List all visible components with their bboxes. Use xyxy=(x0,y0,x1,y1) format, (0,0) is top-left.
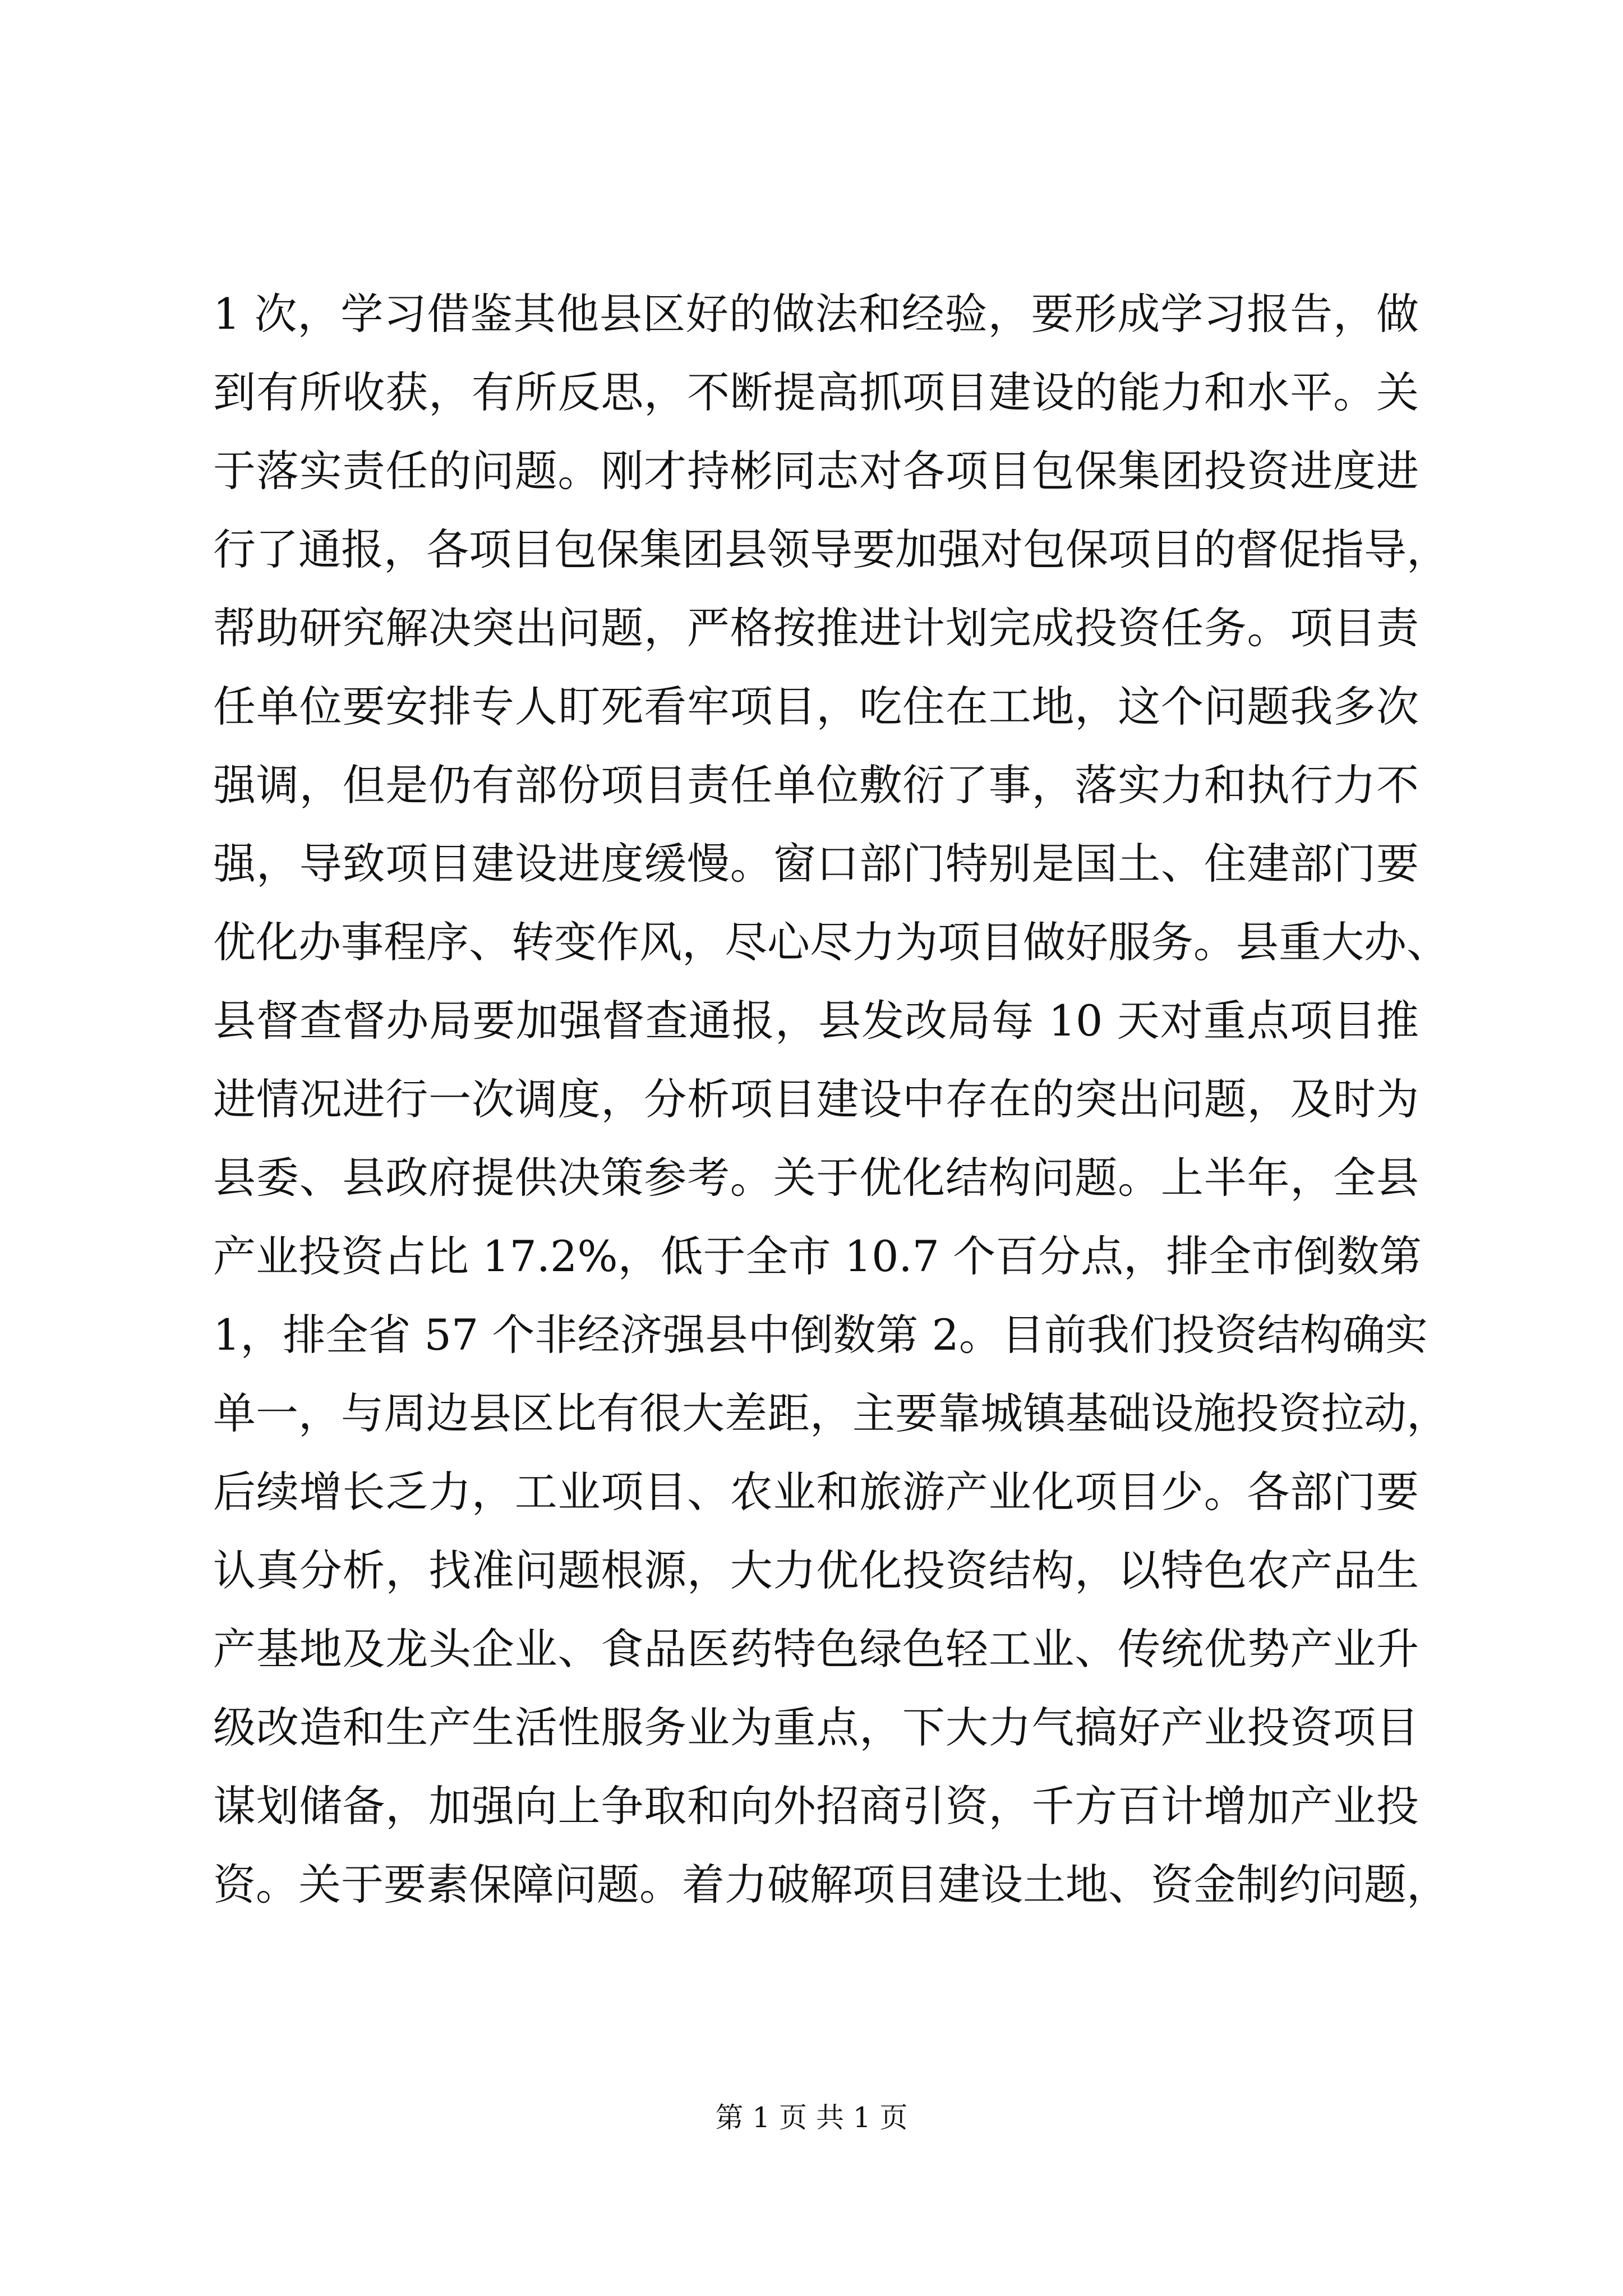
page-footer xyxy=(0,2098,1623,2137)
body-text xyxy=(213,275,1449,1924)
text-line: 行了通报，各项目包保集团县领导要加强对包保项目的督促指导， xyxy=(213,524,1449,574)
text-line: 产业投资占比 17.2%，低于全市 10.7 个百分点，排全市倒数第 xyxy=(213,1231,1422,1281)
text-line: 资。关于要素保障问题。着力破解项目建设土地、资金制约问题， xyxy=(213,1860,1449,1910)
text-line: 强，导致项目建设进度缓慢。窗口部门特别是国土、住建部门要 xyxy=(213,839,1419,889)
text-line: 认真分析，找准问题根源，大力优化投资结构，以特色农产品生 xyxy=(213,1545,1419,1595)
text-line: 任单位要安排专人盯死看牢项目，吃住在工地，这个问题我多次 xyxy=(213,682,1419,731)
text-line: 强调，但是仍有部份项目责任单位敷衍了事，落实力和执行力不 xyxy=(213,760,1419,810)
text-line: 帮助研究解决突出问题，严格按推进计划完成投资任务。项目责 xyxy=(213,603,1419,653)
text-line: 1，排全省 57 个非经济强县中倒数第 2。目前我们投资结构确实 xyxy=(213,1310,1428,1360)
text-line: 进情况进行一次调度，分析项目建设中存在的突出问题，及时为 xyxy=(213,1074,1419,1124)
text-line: 优化办事程序、转变作风，尽心尽力为项目做好服务。县重大办、 xyxy=(213,917,1449,967)
text-line: 单一，与周边县区比有很大差距，主要靠城镇基础设施投资拉动， xyxy=(213,1388,1449,1438)
text-line: 到有所收获，有所反思，不断提高抓项目建设的能力和水平。关 xyxy=(213,367,1419,417)
text-line: 县委、县政府提供决策参考。关于优化结构问题。上半年，全县 xyxy=(213,1153,1419,1203)
text-line: 级改造和生产生活性服务业为重点，下大力气搞好产业投资项目 xyxy=(213,1703,1419,1752)
page-number-label: 第 1 页 共 1 页 xyxy=(715,2101,908,2134)
text-line: 谋划储备，加强向上争取和向外招商引资，千方百计增加产业投 xyxy=(213,1781,1419,1831)
text-line: 1 次，学习借鉴其他县区好的做法和经验，要形成学习报告，做 xyxy=(213,289,1419,339)
text-line: 于落实责任的问题。刚才持彬同志对各项目包保集团投资进度进 xyxy=(213,446,1419,496)
text-line: 县督查督办局要加强督查通报，县发改局每 10 天对重点项目推 xyxy=(213,996,1419,1046)
text-line: 后续增长乏力，工业项目、农业和旅游产业化项目少。各部门要 xyxy=(213,1467,1419,1517)
text-line: 产基地及龙头企业、食品医药特色绿色轻工业、传统优势产业升 xyxy=(213,1624,1419,1674)
